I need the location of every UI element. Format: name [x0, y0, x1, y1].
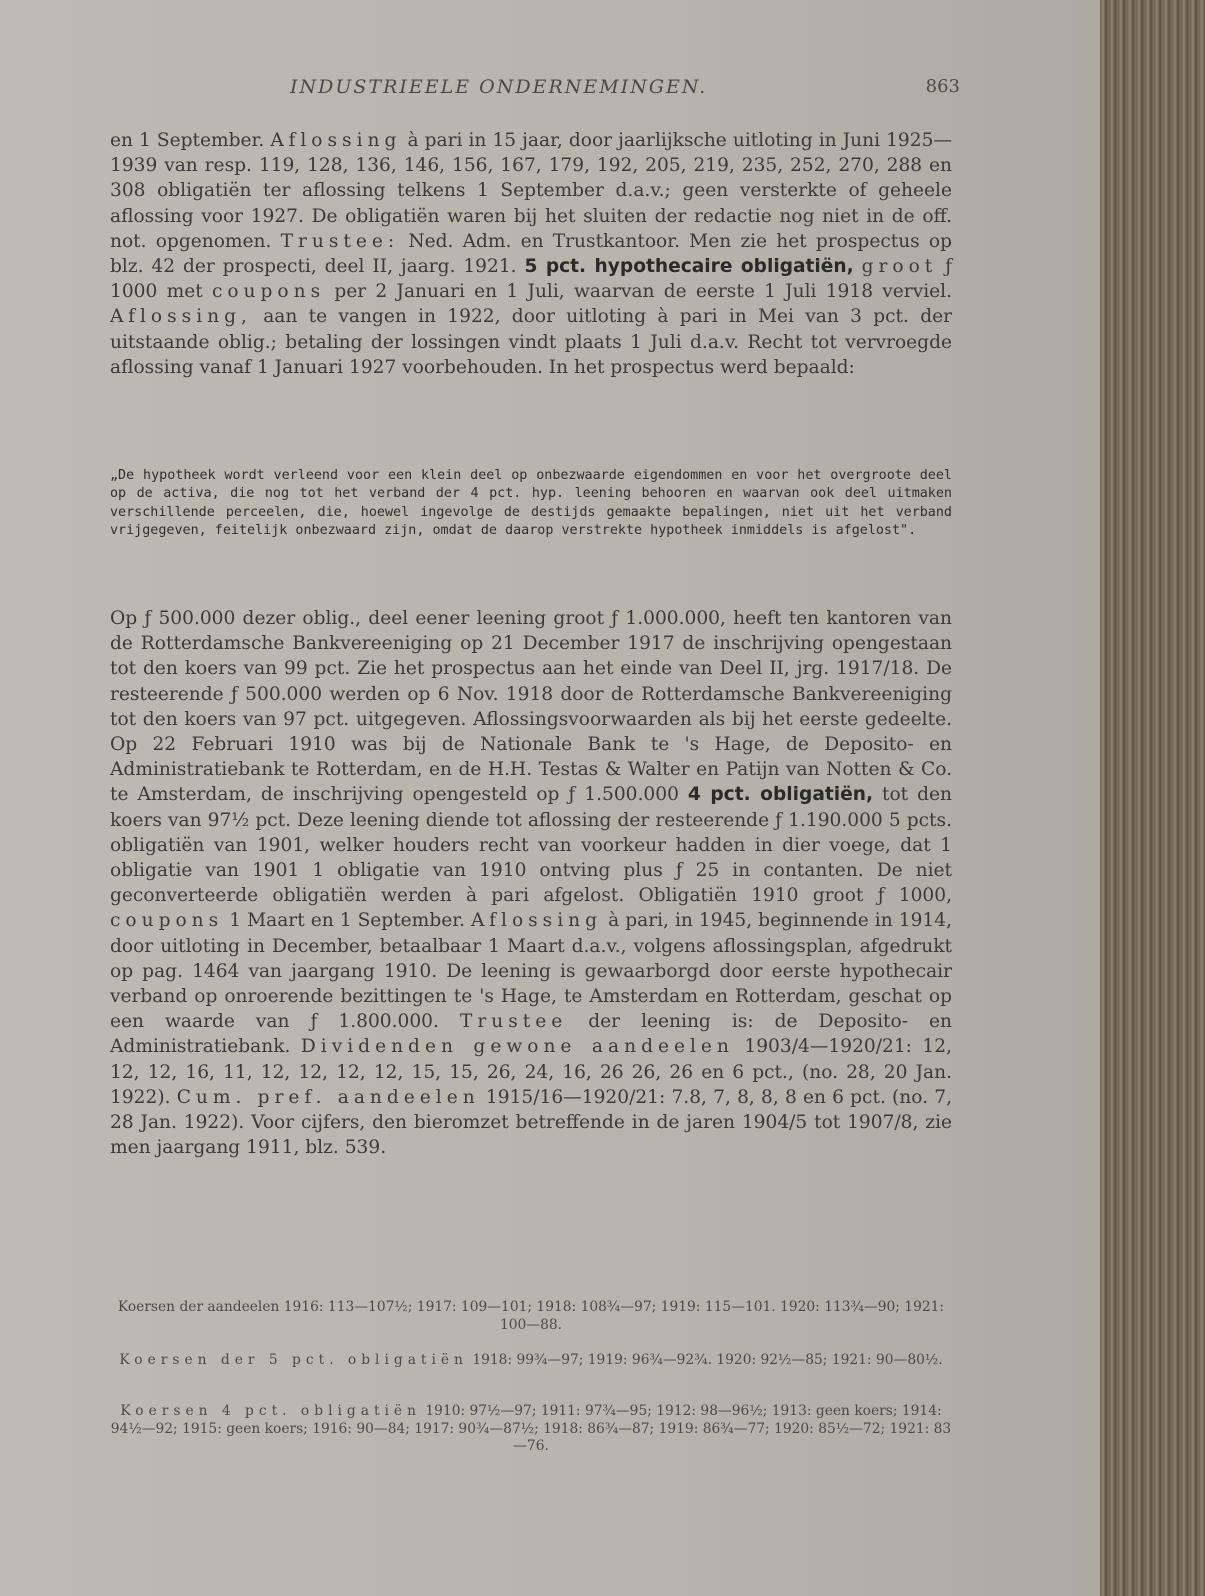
- koersen-4pct-obligatien: [110, 1403, 952, 1456]
- text-run: Ned. Adm. en Trustkantoor. Men zie het prospectus op blz. 42 der prospecti, deel II, jaarg. 1921.: [110, 230, 952, 278]
- text-run: aan te vangen in 1922, door uitloting à pari in Mei van 3 pct. der uitstaande oblig.; betaling der lossingen vindt plaats 1 Juli d.a.v. Recht tot vervroegde aflossing vanaf 1 Januari 1927 voorbehouden. In het prospectus werd bepaald:: [110, 306, 952, 378]
- koersen-label: Koersen der 5 pct. obligatiën: [119, 1352, 468, 1368]
- page-number: 863: [925, 76, 960, 97]
- paragraph-bond-terms: [110, 128, 952, 380]
- text-run: 1915/16—1920/21: 7.8, 7, 8, 8, 8 en 6 pct. (no. 7, 28 Jan. 1922). Voor cijfers, den bieromzet betreffende in de jaren 1904/5 tot 1907/8, zie men jaargang 1911, blz. 539.: [110, 1086, 952, 1159]
- spaced-term-aflossing: Aflossing,: [110, 306, 252, 328]
- spaced-term-trustee: Trustee:: [280, 230, 400, 252]
- spaced-term-coupons: coupons: [211, 281, 326, 303]
- koersen-aandeelen: Koersen der aandeelen 1916: 113—107½; 1917: 109—101; 1918: 108¾—97; 1919: 115—101. 1920: 113¾—90; 1921: 100—88.: [117, 1299, 945, 1333]
- text-run: tot den koers van 97½ pct. Deze leening diende tot aflossing der resteerende ƒ 1.190.000 5 pcts. obligatiën van 1901, welker houders recht van voorkeur hadden in dier voege, dat 1 obligatie van 1901 1 obligatie van 1910 ontving plus ƒ 25 in contanten. De niet geconverteerde obligatiën werden à pari afgelost. Obligatiën 1910 groot ƒ 1000,: [110, 784, 953, 907]
- running-title: INDUSTRIEELE ONDERNEMINGEN.: [290, 76, 708, 98]
- text-run: Op ƒ 500.000 dezer oblig., deel eener leening groot ƒ 1.000.000, heeft ten kantoren van de Rotterdamsche Bankvereeniging op 21 December 1917 de inschrijving opengestaan tot den koers van 99 pct. Zie het prospectus aan het einde van Deel II, jrg. 1917/18. De resteerende ƒ 500.000 werden op 6 Nov. 1918 door de Rotterdamsche Bankvereeniging tot den koers van 97 pct. uitgegeven. Aflossingsvoorwaarden als bij het eerste gedeelte. Op 22 Februari 1910 was bij de Nationale Bank te 's Hage, de Deposito- en Administratiebank te Rotterdam, en de H.H. Testas & Walter en Patijn van Notten & Co. te Amsterdam, de inschrijving opengesteld op ƒ 1.500.000: [110, 608, 952, 806]
- spaced-term-trustee: Trustee: [459, 1011, 568, 1033]
- spaced-term-aflossing: Aflossing: [270, 130, 402, 151]
- spaced-term-cum-pref: Cum. pref. aandeelen: [176, 1086, 480, 1108]
- koersen-values: 1910: 97½—97; 1911: 97¾—95; 1912: 98—96½; 1913: geen koers; 1914: 94½—92; 1915: geen koers; 1916: 90—84; 1917: 90¾—87½; 1918: 86¾—87; 1919: 86¾—77; 1920: 85½—72; 1921: 83—76.: [110, 1403, 952, 1455]
- spaced-term-groot: groot: [861, 256, 938, 278]
- text-run: der leening is: de Deposito- en Administratiebank.: [110, 1011, 952, 1058]
- spaced-term-dividenden: Dividenden gewone aandeelen: [300, 1036, 734, 1058]
- heading-4pct-obligatien: 4 pct. obligatiën,: [687, 784, 874, 806]
- text-run: ƒ 1000 met: [110, 256, 953, 303]
- text-run: per 2 Januari en 1 Juli, waarvan de eerste 1 Juli 1918 verviel.: [325, 281, 953, 303]
- running-header: [100, 76, 960, 100]
- paragraph-loan-history: [110, 606, 952, 1160]
- heading-hypothecaire-obligatien: 5 pct. hypothecaire obligatiën,: [524, 256, 854, 278]
- text-run: [854, 256, 862, 277]
- prospectus-quote: „De hypotheek wordt verleend voor een klein deel op onbezwaarde eigendommen en voor het overgroote deel op de activa, die nog tot het verband der 4 pct. hyp. leening behooren en waarvan ook deel uitmaken verschillende perceelen, die, hoewel ingevolge de destijds gemaakte bepalingen, niet uit het verband vrijgegeven, feitelijk onbezwaard zijn, omdat de daarop verstrekte hypotheek inmiddels is afgelost".: [110, 468, 952, 539]
- book-spine-edge: [1100, 0, 1205, 1596]
- text-run: 1903/4—1920/21: 12, 12, 12, 16, 11, 12, 12, 12, 12, 15, 15, 26, 24, 16, 26 26, 26 en 6 pct., (no. 28, 20 Jan. 1922).: [110, 1036, 952, 1108]
- koersen-5pct-obligatien: [110, 1352, 952, 1370]
- koersen-label: Koersen 4 pct. obligatiën: [120, 1403, 421, 1419]
- text-run: à pari, in 1945, beginnende in 1914, door uitloting in December, betaalbaar 1 Maart d.a.v., volgens aflossingsplan, afgedrukt op pag. 1464 van jaargang 1910. De leening is gewaarborgd door eerste hypothecair verband op onroerende bezittingen te 's Hage, te Amsterdam en Rotterdam, geschat op een waarde van ƒ 1.800.000.: [110, 910, 952, 1033]
- spaced-term-aflossing: Aflossing: [471, 910, 603, 932]
- koersen-values: 1918: 99¾—97; 1919: 96¾—92¾. 1920: 92½—85; 1921: 90—80½.: [467, 1352, 943, 1368]
- text-run: en 1 September.: [110, 130, 271, 151]
- spaced-term-coupons: coupons: [110, 910, 224, 932]
- text-run: 1 Maart en 1 September.: [223, 910, 472, 932]
- text-run: à pari in 15 jaar, door jaarlijksche uitloting in Juni 1925—1939 van resp. 119, 128, 136, 146, 156, 167, 179, 192, 205, 219, 235, 252, 270, 288 en 308 obligatiën ter aflossing telkens 1 September d.a.v.; geen versterkte of geheele aflossing voor 1927. De obligatiën waren bij het sluiten der redactie nog niet in de off. not. opgenomen.: [110, 130, 953, 252]
